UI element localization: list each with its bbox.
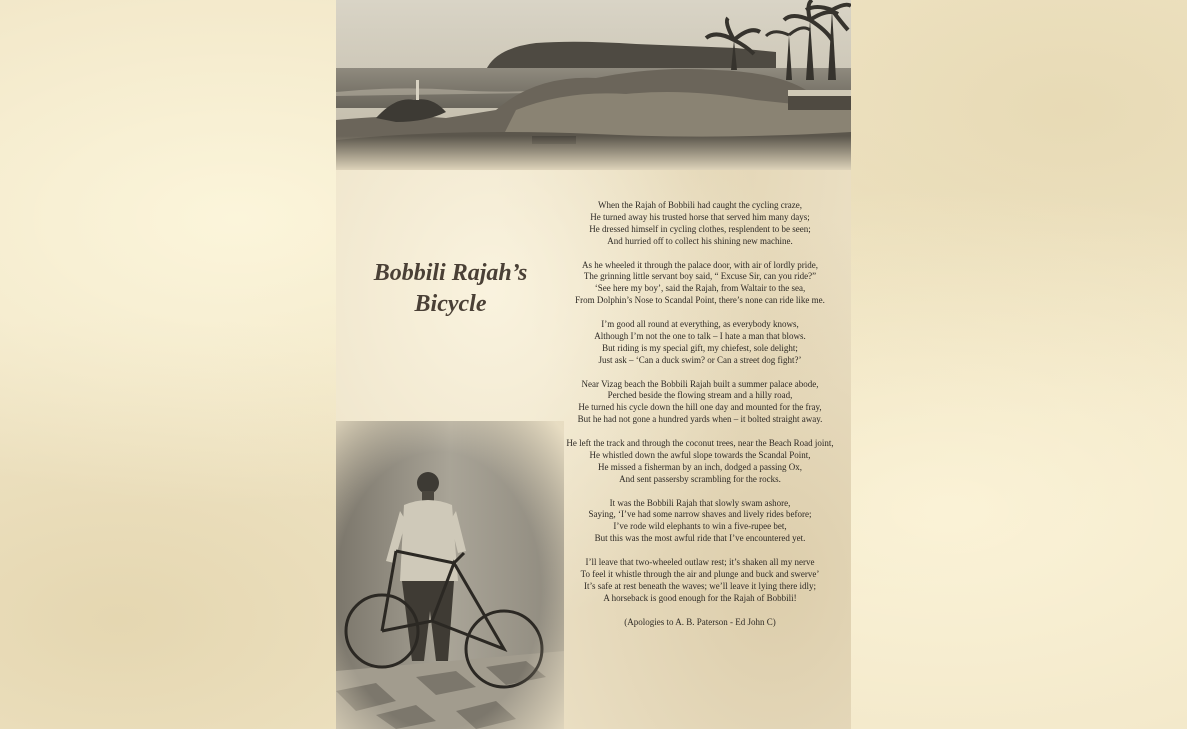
- poem-line: And sent passersby scrambling for the rocks.: [619, 473, 781, 484]
- poem-line: He turned away his trusted horse that served him many days;: [590, 211, 810, 222]
- poem-line: I’m good all round at everything, as everybody knows,: [601, 319, 799, 330]
- poem-line: He missed a fisherman by an inch, dodged a passing Ox,: [598, 461, 802, 472]
- poem-line: To feel it whistle through the air and plunge and buck and swerve’: [580, 569, 820, 579]
- poem-line: Perched beside the flowing stream and a hilly road,: [607, 390, 793, 401]
- poem-line: He left the track and through the coconut trees, near the Beach Road joint,: [566, 438, 834, 449]
- poster: [336, 0, 851, 729]
- poem-line: And hurried off to collect his shining new machine.: [607, 235, 793, 246]
- poem-line: I’ll leave that two-wheeled outlaw rest; it’s shaken all my nerve: [585, 557, 815, 568]
- stanza-2: [554, 260, 846, 308]
- poem-line: ‘See here my boy’, said the Rajah, from Waltair to the sea,: [594, 283, 806, 294]
- poem-line: I’ve rode wild elephants to win a five-rupee bet,: [613, 521, 787, 532]
- poem-line: He dressed himself in cycling clothes, resplendent to be seen;: [589, 223, 811, 234]
- poem-line: Just ask – ‘Can a duck swim? or Can a street dog fight?’: [598, 354, 802, 365]
- poem-title: [348, 258, 553, 320]
- title-line-1: Bobbili Rajah’s: [373, 260, 528, 286]
- poem-line: As he wheeled it through the palace door, with air of lordly pride,: [581, 259, 819, 270]
- poem-line: When the Rajah of Bobbili had caught the cycling craze,: [598, 200, 802, 210]
- poem-line: Saying, ‘I’ve had some narrow shaves and lively rides before;: [588, 509, 812, 520]
- title-line-2: Bicycle: [414, 291, 487, 317]
- poem-line: But riding is my special gift, my chiefest, sole delight;: [602, 342, 798, 353]
- stanza-1: [554, 200, 846, 248]
- poem-line: It was the Bobbili Rajah that slowly swam ashore,: [609, 497, 791, 508]
- poem-line: He turned his cycle down the hill one day and mounted for the fray,: [578, 402, 822, 413]
- stanza-3: [554, 319, 846, 367]
- poem-line: He whistled down the awful slope towards the Scandal Point,: [589, 449, 811, 460]
- stanza-4: [554, 379, 846, 427]
- poem-line: Near Vizag beach the Bobbili Rajah built a summer palace abode,: [581, 378, 819, 389]
- poem-line: It’s safe at rest beneath the waves; we’ll leave it lying there idly;: [584, 580, 816, 591]
- stanza-7: [554, 557, 846, 605]
- rajah-with-bicycle-photo: [336, 421, 564, 729]
- poem-line: From Dolphin’s Nose to Scandal Point, there’s none can ride like me.: [575, 295, 825, 306]
- poem-line: Although I’m not the one to talk – I hate a man that blows.: [594, 330, 806, 341]
- stanza-6: [554, 498, 846, 546]
- stanza-5: [554, 438, 846, 486]
- poem-line: The grinning little servant boy said, “ Excuse Sir, can you ride?”: [583, 271, 817, 282]
- poem-credit: (Apologies to A. B. Paterson - Ed John C): [624, 616, 776, 627]
- beach-landscape-photo: [336, 0, 851, 170]
- poem-line: But he had not gone a hundred yards when – it bolted straight away.: [577, 414, 823, 425]
- poem-text: [554, 200, 846, 629]
- poem-line: A horseback is good enough for the Rajah of Bobbili!: [603, 592, 797, 603]
- poem-line: But this was the most awful ride that I’ve encountered yet.: [594, 533, 806, 544]
